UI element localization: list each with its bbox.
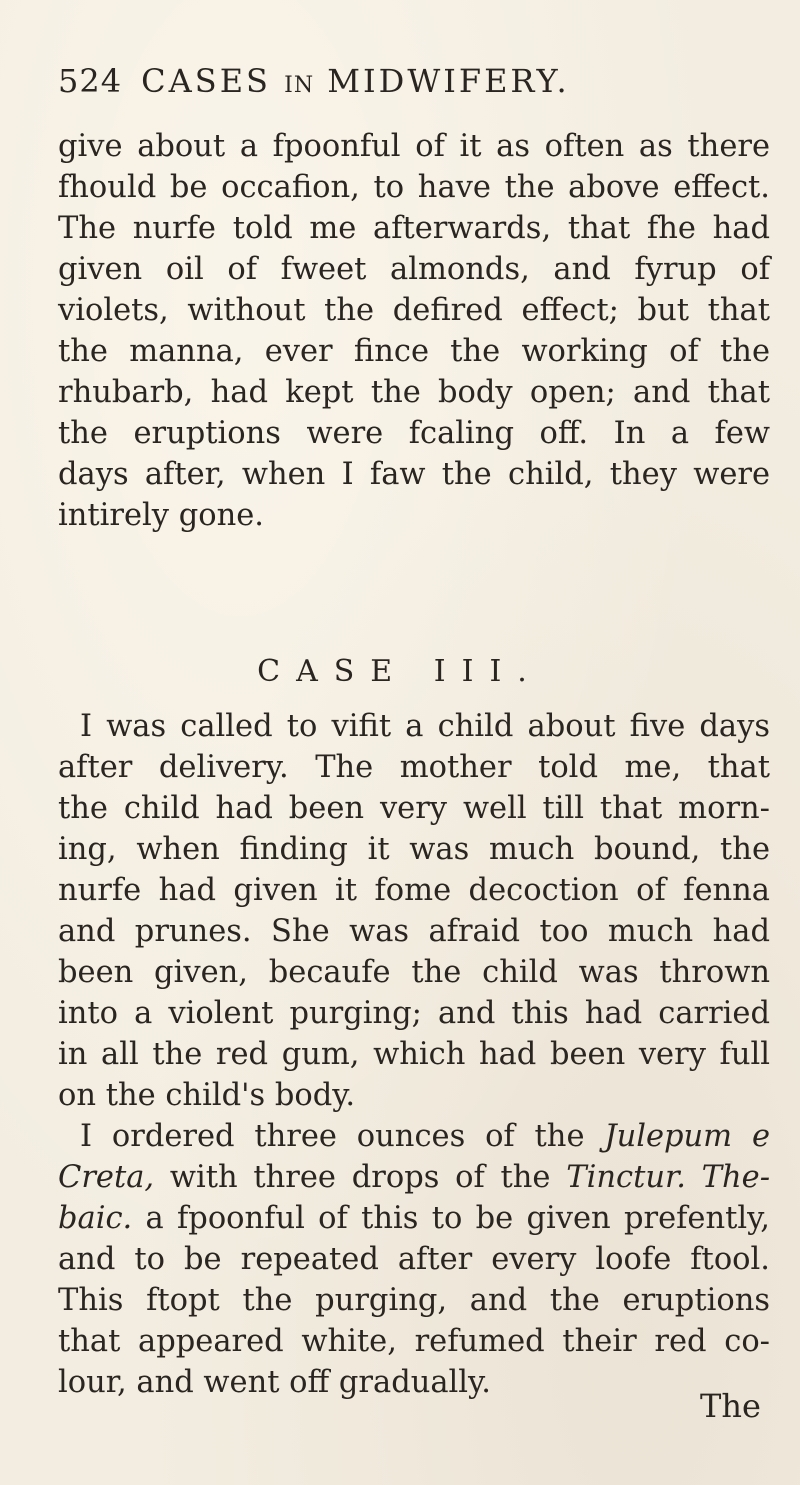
page-number: 524 [58,62,123,100]
text-line: nurfe had given it fome decoction of fenna [58,873,770,908]
text-line: violets, without the defired effect; but that [58,293,770,328]
text-run: with three drops of the [154,1160,567,1195]
text-line: lour, and went off gradually. [58,1365,491,1400]
text-line: days after, when I faw the child, they were [58,457,770,492]
catchword: The [700,1387,761,1425]
paragraph-3 [58,1116,770,1403]
running-title-midwifery: MIDWIFERY. [327,62,570,100]
text-line: the eruptions were fcaling off. In a few [58,416,770,451]
text-line: the manna, ever fince the working of the [58,334,770,369]
text-line: been given, becaufe the child was thrown [58,955,770,990]
text-line: This ftopt the purging, and the eruptions [58,1283,770,1318]
text-line: and to be repeated after every loofe ftool. [58,1242,770,1277]
text-line: The nurfe told me afterwards, that fhe had [58,211,770,246]
latin-term: Julepum e [604,1119,770,1154]
running-title-cases: CASES [141,62,271,100]
text-line: given oil of fweet almonds, and fyrup of [58,252,770,287]
latin-term: Creta, [58,1160,155,1195]
text-run: a fpoonful of this to be given prefently, [132,1201,770,1236]
running-title [141,62,570,100]
text-line [58,1157,770,1198]
latin-term: Tinctur. The- [566,1160,770,1195]
text-line [58,1116,770,1157]
text-line: the child had been very well till that morn- [58,791,770,826]
latin-term: baic. [58,1201,133,1236]
text-line: and prunes. She was afraid too much had [58,914,770,949]
text-line: into a violent purging; and this had carried [58,996,770,1031]
text-line: on the child's body. [58,1078,356,1113]
paragraph-1 [58,126,770,536]
text-line: in all the red gum, which had been very full [58,1037,770,1072]
text-line: that appeared white, refumed their red co- [58,1324,770,1359]
text-line: give about a fpoonful of it as often as there [58,129,770,164]
text-line: after delivery. The mother told me, that [58,750,770,785]
text-line [58,1198,770,1239]
page-header [58,62,758,102]
case-heading: CASE III. [257,654,543,689]
text-line: ing, when finding it was much bound, the [58,832,770,867]
text-line: fhould be occafion, to have the above effect. [58,170,770,205]
text-run: I ordered three ounces of the [80,1119,605,1154]
text-line: intirely gone. [58,498,264,533]
text-line: I was called to vifit a child about five days [80,709,770,744]
text-line: rhubarb, had kept the body open; and that [58,375,770,410]
paragraph-2 [58,706,770,1116]
running-title-in: IN [284,73,315,98]
